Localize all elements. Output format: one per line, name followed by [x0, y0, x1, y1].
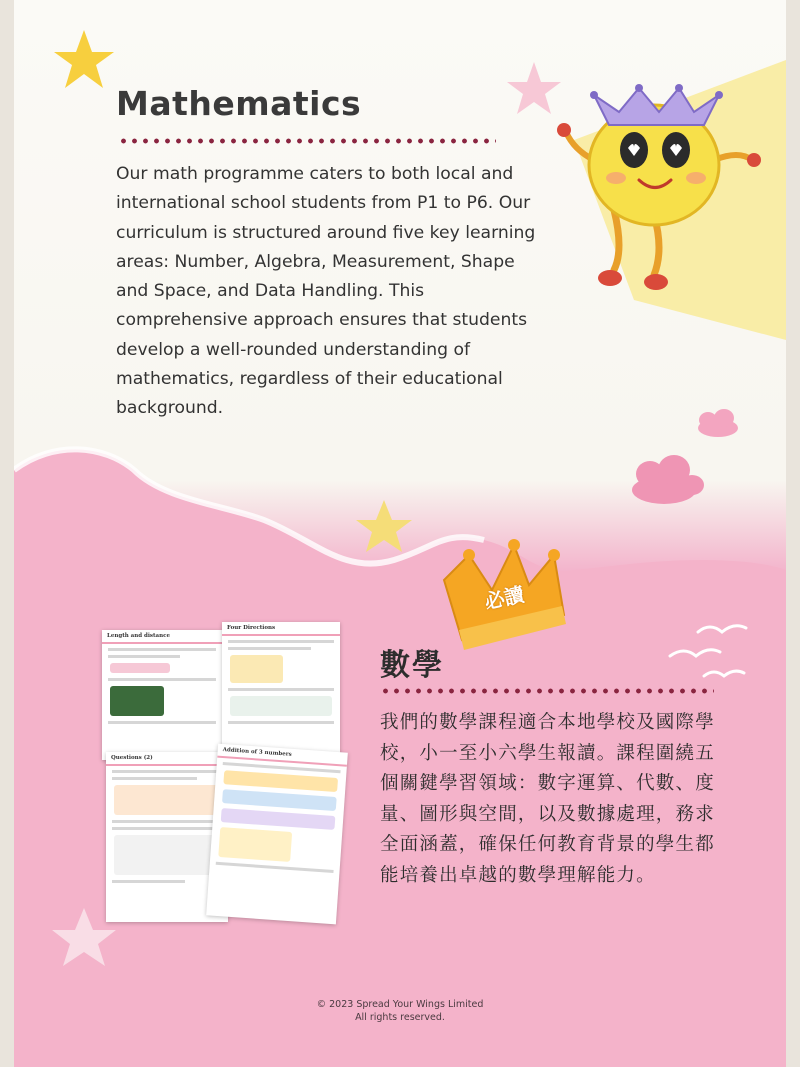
- cloud-icon: [698, 409, 738, 437]
- dotted-divider: [380, 688, 714, 694]
- rights-line: All rights reserved.: [355, 1012, 445, 1023]
- worksheet-image: [222, 622, 340, 762]
- worksheet-image: [102, 630, 222, 760]
- worksheet-title: Length and distance: [102, 630, 222, 644]
- worksheet-image: [206, 744, 348, 925]
- worksheet-title: Four Directions: [222, 622, 340, 636]
- worksheet-title: Questions (2): [106, 752, 228, 766]
- yellow-star-icon: [356, 500, 412, 552]
- description-english: Our math programme caters to both local and international school students from P1 to P6. Our curriculum is structured around five key learning areas: Number, Algebra, Measurement, Shape and Space, and Data Handling. This comprehensive approach ensures that students develop a well-rounded understanding of mathematics, regardless of their educational background.: [116, 164, 536, 419]
- cloud-icon: [632, 455, 704, 504]
- yellow-star-icon: [54, 30, 114, 88]
- must-read-badge: 必讀: [482, 582, 527, 614]
- copyright-footer: [264, 998, 536, 1024]
- page-title-chinese: 數學: [380, 648, 444, 683]
- dotted-divider: [118, 138, 496, 144]
- description-chinese: 我們的數學課程適合本地學校及國際學校，小一至小六學生報讀。課程圍繞五個關鍵學習領域：數字運算、代數、度量、圖形與空間，以及數據處理，務求全面涵蓋，確保任何教育背景的學生都能培養出卓越的數學理解能力。: [380, 712, 715, 886]
- page-title-english: Mathematics: [116, 84, 362, 123]
- worksheet-title: Addition of 3 numbers: [217, 744, 348, 767]
- pink-star-icon: [507, 62, 561, 114]
- copyright-line: © 2023 Spread Your Wings Limited: [316, 999, 484, 1010]
- page: [14, 0, 786, 1067]
